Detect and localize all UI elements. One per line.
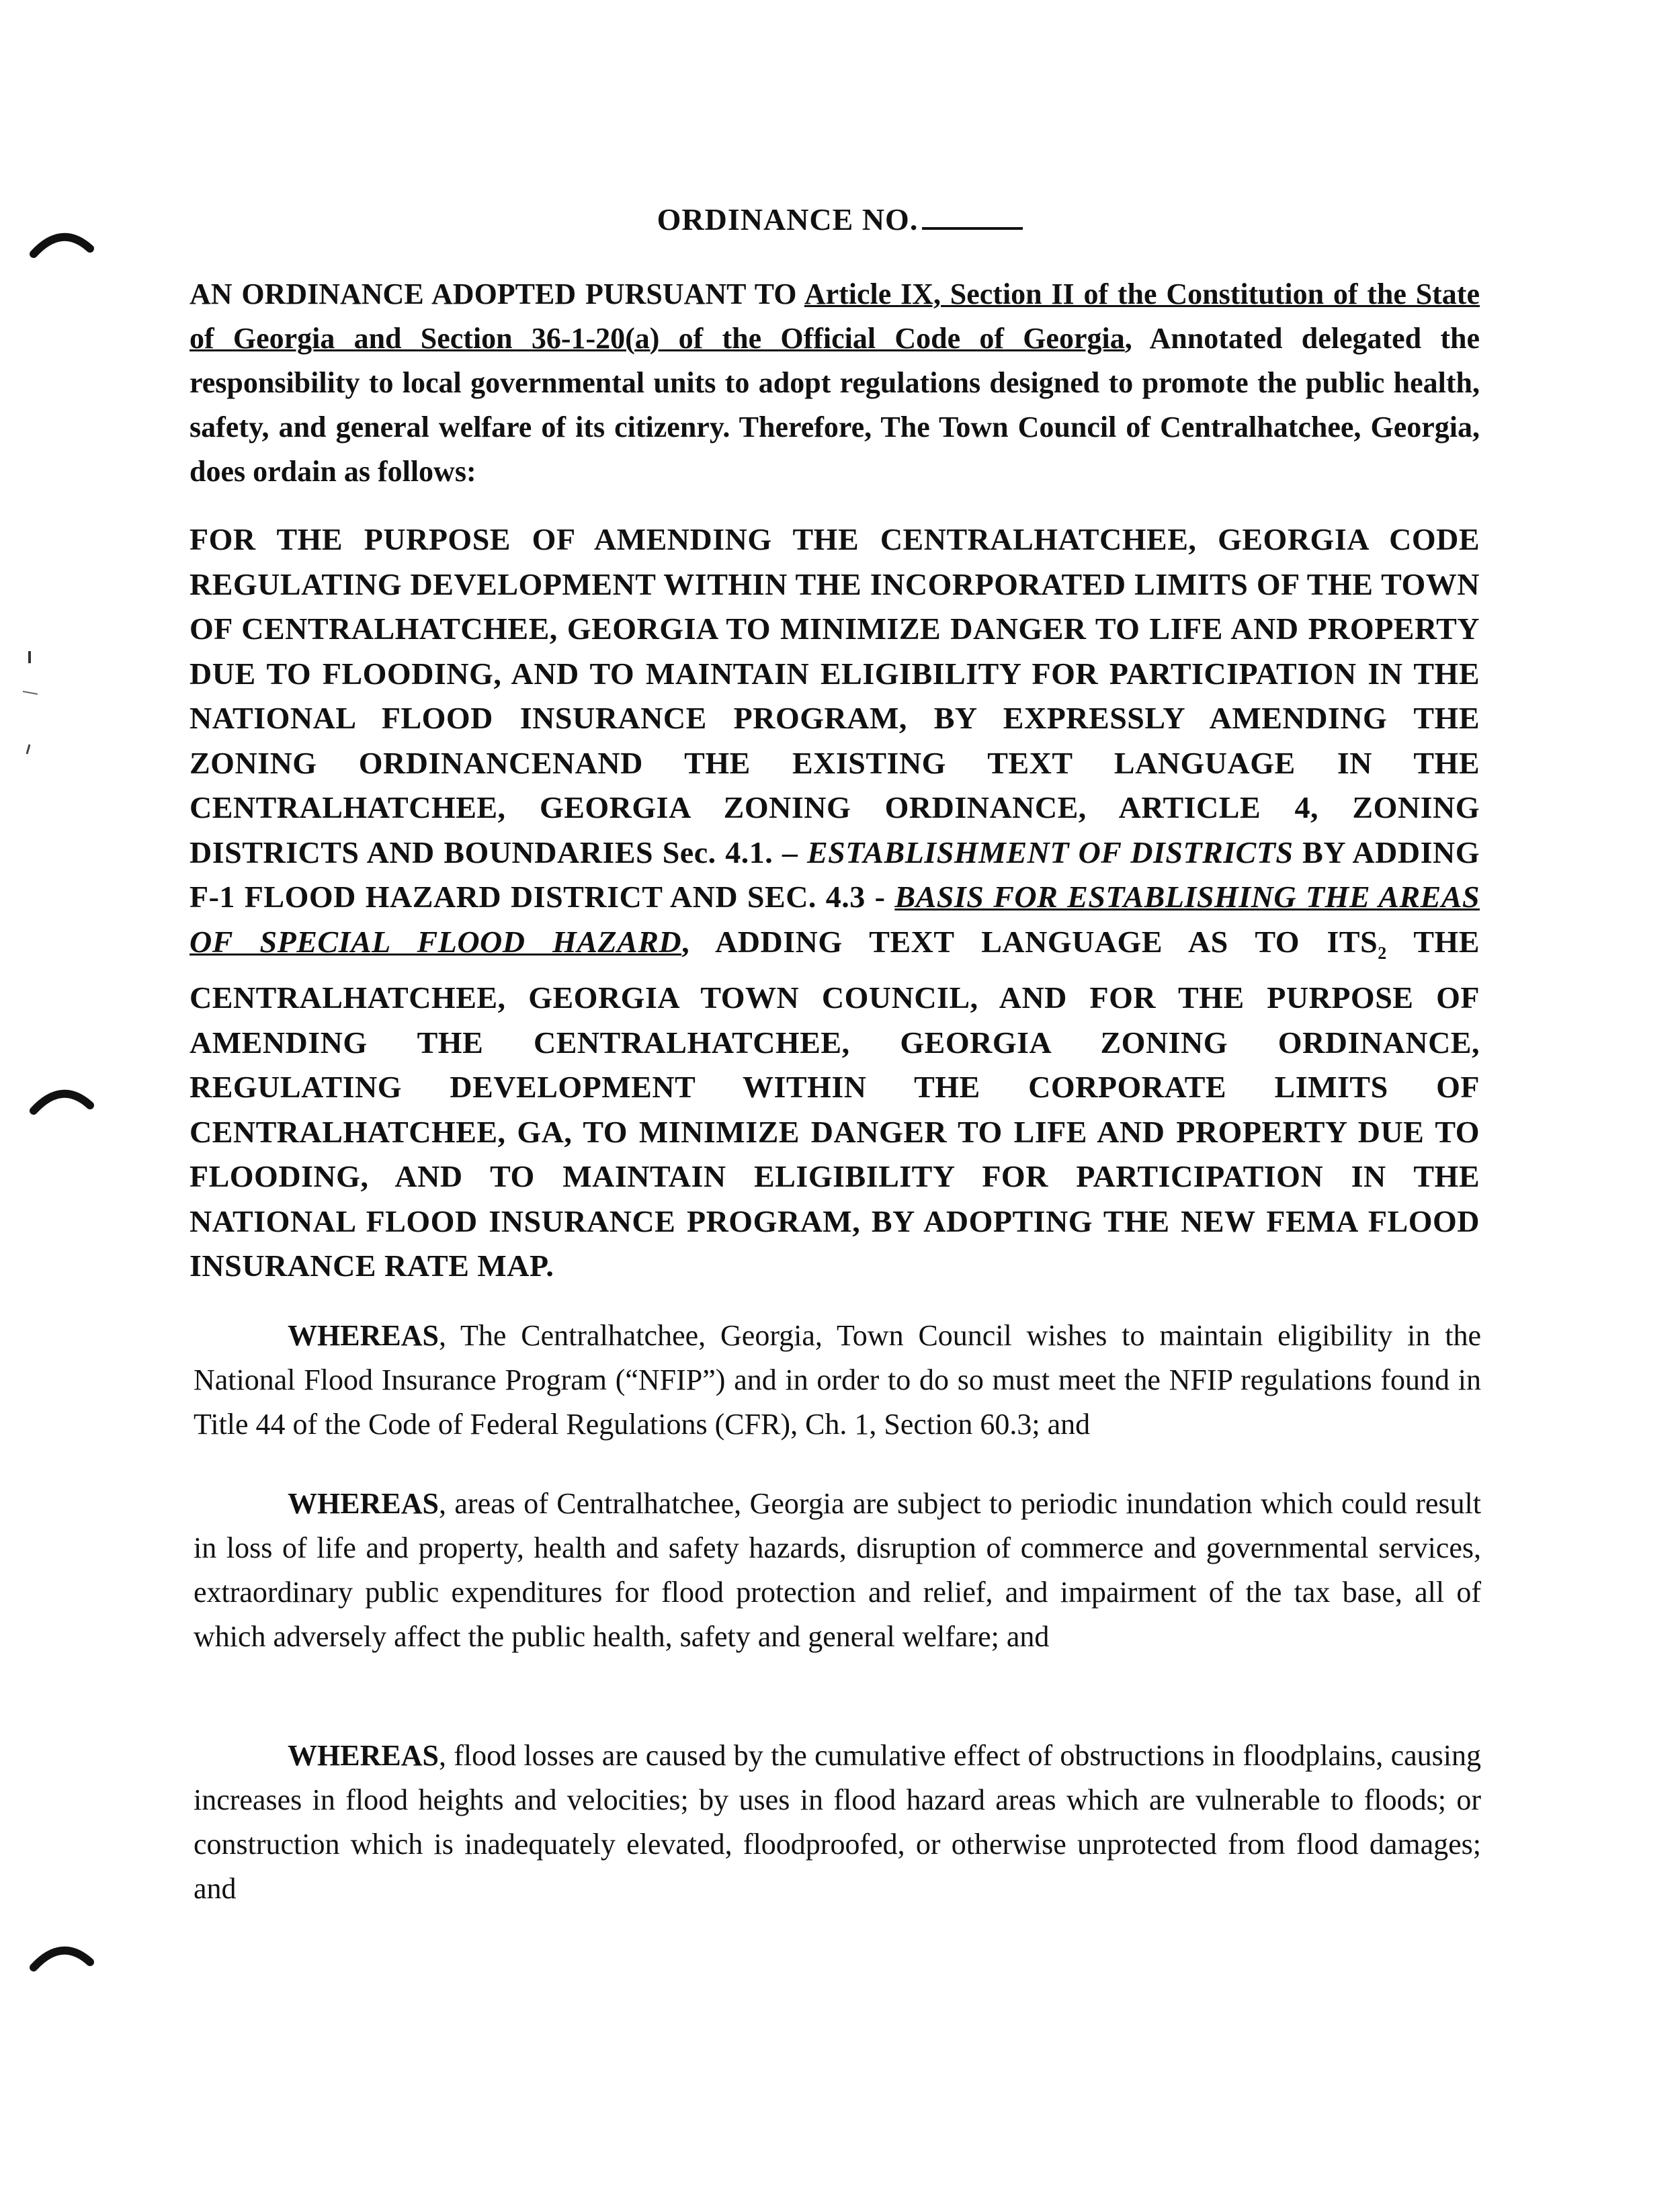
scan-speck-icon (20, 648, 40, 669)
whereas-text: , flood losses are caused by the cumulative effect of obstructions in floodplains, causing increases in flood heights and velocities; by uses in flood hazard areas which are vulnerable to floods; or construction which is inadequately elevated, floodproofed, or otherwise unprotected from flood damages; and (194, 1739, 1481, 1905)
purpose-part-2: BY ADDING F-1 FLOOD HAZARD DISTRICT AND SEC. 4.3 - (190, 835, 1480, 914)
intro-text-1: AN ORDINANCE ADOPTED PURSUANT TO (190, 278, 804, 310)
purpose-italic-1: ESTABLISHMENT OF DISTRICTS (807, 835, 1294, 870)
purpose-part-4: THE CENTRALHATCHEE, GEORGIA TOWN COUNCIL, AND FOR THE PURPOSE OF AMENDING THE CENTRALHATCHEE, GEORGIA ZONING ORDINANCE, REGULATING DEVELOPMENT WITHIN THE CORPORATE LIMITS OF CENTRALHATCHEE, GA, TO MINIMIZE DANGER TO LIFE AND PROPERTY DUE TO FLOODING, AND TO MAINTAIN ELIGIBILITY FOR PARTICIPATION IN THE NATIONAL FLOOD INSURANCE PROGRAM, BY ADOPTING THE NEW FEMA FLOOD INSURANCE RATE MAP. (190, 924, 1480, 1283)
ordinance-title (0, 202, 1680, 237)
whereas-text: , The Centralhatchee, Georgia, Town Council wishes to maintain eligibility in the National Flood Insurance Program (“NFIP”) and in order to do so must meet the NFIP regulations found in Title 44 of the Code of Federal Regulations (CFR), Ch. 1, Section 60.3; and (194, 1319, 1481, 1441)
purpose-subscript: 2 (1378, 943, 1387, 963)
purpose-part-1: FOR THE PURPOSE OF AMENDING THE CENTRALHATCHEE, GEORGIA CODE REGULATING DEVELOPMENT WITHIN THE INCORPORATED LIMITS OF THE TOWN OF CENTRALHATCHEE, GEORGIA TO MINIMIZE DANGER TO LIFE AND PROPERTY DUE TO FLOODING, AND TO MAINTAIN ELIGIBILITY FOR PARTICIPATION IN THE NATIONAL FLOOD INSURANCE PROGRAM, BY EXPRESSLY AMENDING THE ZONING ORDINANCENAND THE EXISTING TEXT LANGUAGE IN THE CENTRALHATCHEE, GEORGIA ZONING ORDINANCE, ARTICLE 4, ZONING DISTRICTS AND BOUNDARIES Sec. 4.1. – (190, 522, 1480, 870)
whereas-paragraph (194, 1734, 1481, 1911)
intro-text-2: , Annotated delegated the responsibility to local governmental units to adopt regulations designed to promote the public health, safety, and general welfare of its citizenry. Therefore, The Town Council of Centralhatchee, Georgia, does ordain as follows: (190, 322, 1480, 488)
purpose-part-3: , ADDING TEXT LANGUAGE AS TO ITS (681, 924, 1378, 959)
binder-mark-icon (28, 1935, 95, 1976)
purpose-paragraph (190, 517, 1480, 1289)
intro-paragraph (190, 272, 1480, 494)
scan-speck-icon (20, 739, 40, 759)
whereas-paragraph (194, 1482, 1481, 1659)
whereas-lead: WHEREAS (288, 1319, 439, 1352)
whereas-paragraph (194, 1314, 1481, 1447)
purpose-italic-2: BASIS FOR ESTABLISHING THE AREAS OF SPECIAL FLOOD HAZARD (190, 880, 1480, 959)
whereas-text: , areas of Centralhatchee, Georgia are subject to periodic inundation which could result in loss of life and property, health and safety hazards, disruption of commerce and governmental services, extraordinary public expenditures for flood protection and relief, and impairment of the tax base, all of which adversely affect the public health, safety and general welfare; and (194, 1487, 1481, 1653)
ordinance-title-text: ORDINANCE NO. (657, 202, 919, 237)
whereas-lead: WHEREAS (288, 1487, 439, 1520)
ordinance-number-blank (922, 202, 1023, 230)
statute-reference: Article IX, Section II of the Constitution of the State of Georgia and Section 36-1-20(a) of the Official Code of Georgia (190, 278, 1480, 355)
whereas-lead: WHEREAS (288, 1739, 439, 1772)
binder-mark-icon (28, 1078, 95, 1119)
scan-speck-icon (20, 682, 40, 702)
